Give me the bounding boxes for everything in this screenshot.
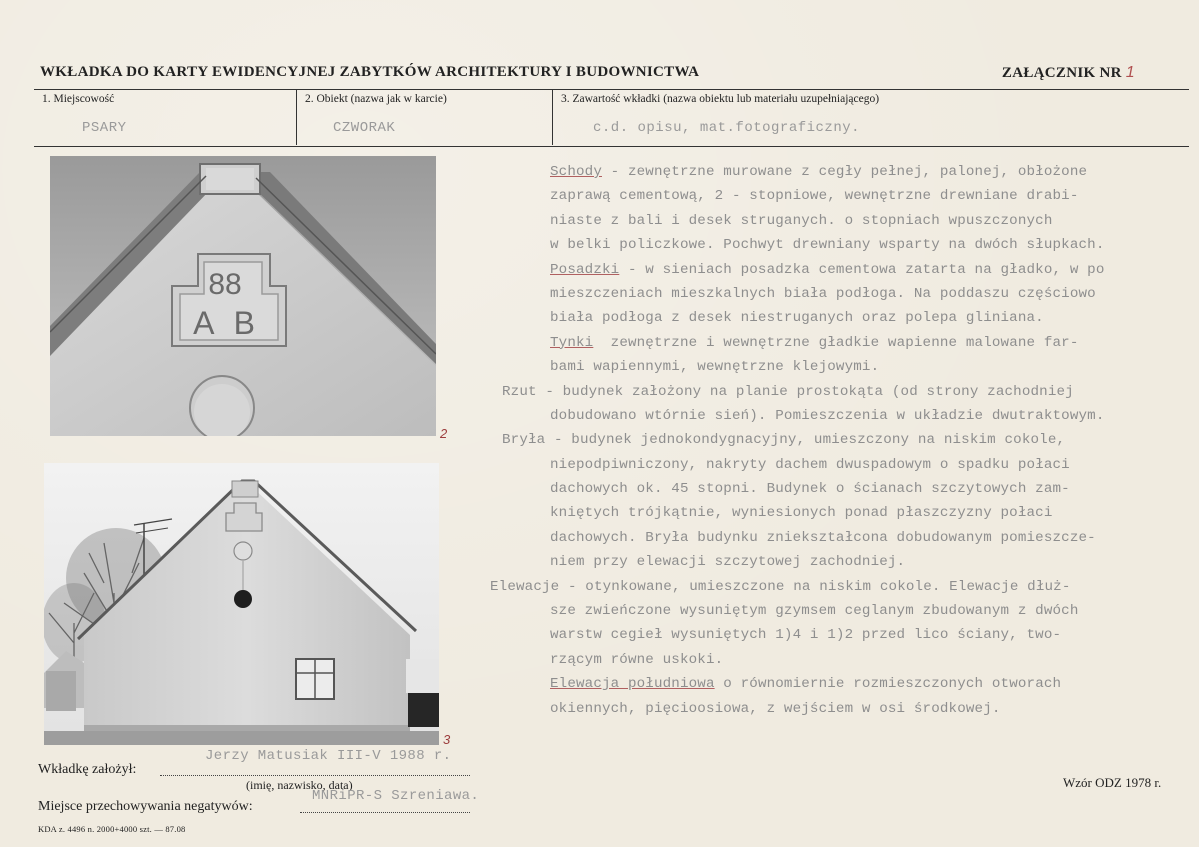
description-line [490, 331, 1190, 355]
description-line-text: biała podłoga z desek niestruganych oraz polepa gliniana. [550, 310, 1044, 327]
description-line-text: okiennych, pięcioosiowa, z wejściem w osi środkowej. [550, 700, 1001, 717]
description-line-text: mieszczeniach mieszkalnych biała podłoga. Na poddaszu częściowo [550, 285, 1096, 302]
description-line-text: rzącym równe uskoki. [550, 651, 724, 668]
description-line [490, 233, 1190, 257]
field-location-label: 1. Miejscowość [42, 93, 115, 105]
negatives-dotted-line [300, 812, 470, 813]
description-line-text: niem przy elewacji szczytowej zachodniej. [550, 554, 906, 571]
negatives-value: MNRiPR-S Szreniawa. [312, 788, 480, 804]
description-line [490, 672, 1190, 696]
field-object [296, 90, 552, 145]
gable-inscription-initials: A B [193, 305, 261, 341]
description-line-text: o równomiernie rozmieszczonych otworach [714, 676, 1062, 693]
photo-gable-wall [44, 463, 439, 745]
field-content-value: c.d. opisu, mat.fotograficzny. [593, 120, 861, 136]
description-heading: Elewacja południowa [550, 676, 715, 693]
description-line-text: kniętych trójkątnie, wyniesionych ponad płaszczyzny połaci [550, 505, 1053, 522]
description-line-text: sze zwieńczone wysuniętym gzymsem ceglanym zbudowanym z dwóch [550, 603, 1079, 620]
gable-inscription-year: 88 [208, 268, 242, 301]
field-content-label: 3. Zawartość wkładki (nazwa obiektu lub materiału uzupełniającego) [561, 93, 880, 105]
author-dotted-line [160, 775, 470, 776]
annex-label [1002, 64, 1135, 82]
description-line-text: - w sieniach posadzka cementowa zatarta na gładko, w po [619, 261, 1105, 278]
gable-wall-image [44, 463, 439, 745]
description-line [490, 380, 1190, 404]
description-line [490, 599, 1190, 623]
description-line [490, 526, 1190, 550]
description-line-text: dachowych ok. 45 stopni. Budynek o ścianach szczytowych zam- [550, 481, 1070, 498]
description-line-text: Rzut - budynek założony na planie prostokąta (od strony zachodniej [502, 383, 1074, 400]
description-line [490, 258, 1190, 282]
description-line [490, 477, 1190, 501]
description-line-text: dobudowano wtórnie sień). Pomieszczenia w układzie dwutraktowym. [550, 407, 1105, 424]
gable-closeup-image [50, 156, 436, 436]
annex-number: 1 [1125, 64, 1135, 81]
photo-gable-closeup [50, 156, 436, 436]
description-line [490, 282, 1190, 306]
description-line [490, 501, 1190, 525]
description-line [490, 648, 1190, 672]
author-value: Jerzy Matusiak III-V 1988 r. [205, 748, 452, 764]
description-line [490, 623, 1190, 647]
description-line [490, 184, 1190, 208]
field-object-value: CZWORAK [333, 120, 396, 136]
description-line-text: w belki policzkowe. Pochwyt drewniany wsparty na dwóch słupkach. [550, 237, 1105, 254]
print-info: KDA z. 4496 n. 2000+4000 szt. — 87.08 [38, 824, 186, 834]
description-line-text: warstw cegieł wysuniętych 1)4 i 1)2 przed lico ściany, two- [550, 627, 1062, 644]
description-heading: Schody [550, 164, 602, 180]
photo-number-3: 3 [443, 732, 451, 747]
form-model: Wzór ODZ 1978 r. [1063, 775, 1162, 790]
annex-label-text: ZAŁĄCZNIK NR [1001, 65, 1122, 81]
description-line-text: niaste z bali i desek struganych. o stopniach wpuszczonych [550, 212, 1053, 229]
description-line-text: bami wapiennymi, wewnętrzne klejowymi. [550, 359, 880, 376]
description-line [490, 209, 1190, 233]
form-title: WKŁADKA DO KARTY EWIDENCYJNEJ ZABYTKÓW ARCHITEKTURY I BUDOWNICTWA [40, 64, 700, 80]
description-line [490, 355, 1190, 379]
description-line-text: Elewacje - otynkowane, umieszczone na niskim cokole. Elewacje dłuż- [490, 578, 1071, 595]
field-location-value: PSARY [82, 120, 127, 136]
description-line [490, 160, 1190, 184]
description-line-text: zewnętrzne i wewnętrzne gładkie wapienne malowane far- [593, 334, 1079, 351]
description-line [490, 453, 1190, 477]
description-line [490, 428, 1190, 452]
form-fields [34, 90, 1189, 145]
description-line [490, 697, 1190, 721]
field-location [34, 90, 294, 145]
description-heading: Posadzki [550, 261, 620, 278]
author-label: Wkładkę założył: [38, 762, 137, 777]
description-line-text: dachowych. Bryła budynku zniekształcona dobudowanym pomieszcze- [550, 529, 1096, 546]
description-line [490, 550, 1190, 574]
description-line [490, 306, 1190, 330]
author-hint: (imię, nazwisko, data) [246, 778, 353, 792]
field-content [552, 90, 1193, 145]
description-line [490, 404, 1190, 428]
description-heading: Tynki [550, 334, 594, 351]
description-line-text: zaprawą cementową, 2 - stopniowe, wewnętrzne drewniane drabi- [550, 188, 1079, 205]
description-line [490, 575, 1190, 599]
negatives-label: Miejsce przechowywania negatywów: [38, 799, 253, 814]
description-line-text: niepodpiwniczony, nakryty dachem dwuspadowym o spadku połaci [550, 456, 1070, 473]
description-line-text: Bryła - budynek jednokondygnacyjny, umieszczony na niskim cokole, [502, 432, 1066, 449]
description-line-text: - zewnętrzne murowane z cegły pełnej, palonej, obłożone [601, 164, 1088, 180]
field-object-label: 2. Obiekt (nazwa jak w karcie) [305, 93, 447, 105]
description-text [490, 160, 1190, 721]
photo-number-2: 2 [440, 426, 448, 441]
header-rule-bottom [34, 146, 1189, 147]
